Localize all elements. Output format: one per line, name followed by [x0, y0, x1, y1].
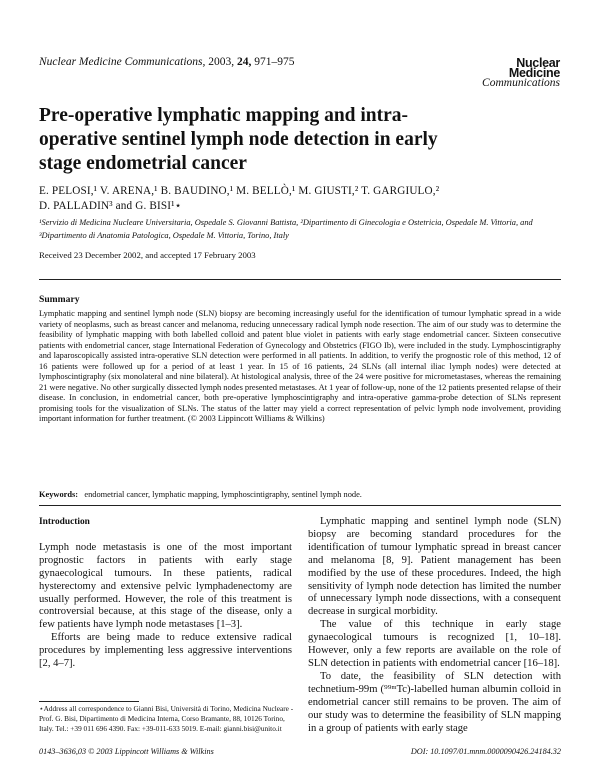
logo-line-2: Medicine: [508, 66, 560, 80]
footer-copyright: 0143–3636,03 © 2003 Lippincott Williams & Wilkins: [39, 747, 214, 756]
footnote-rule: [39, 701, 139, 702]
correspondence-footnote: ⋆Address all correspondence to Gianni Bisi, Università di Torino, Medicina Nucleare - Prof. G. Bisi, Dipartimento di Medicina Interna, Corso Bramante, 88, 10126 Torino, Italy. Tel.: +39 011 696 4390. Fax: +39-011-633 5019. E-mail: gianni.bisi@unito.it: [39, 704, 294, 733]
left-column: [39, 516, 292, 671]
summary-text: Lymphatic mapping and sentinel lymph node (SLN) biopsy are becoming increasingly useful for the identification of tumour lymphatic spread in a wide variety of neoplasms, such as breast cancer and melanoma, reducing unnecessary radical lymph node resection. The aim of our study was to determine the feasibility of lymphatic mapping with both labelled colloid and patent blue violet in patients with early stage endometrial cancer. Sixteen consecutive patients with endometrial cancer, stage International Federation of Gynecology and Obstetrics (FIGO Ib), were included in the study. Lymphoscintigraphy and laparoscopically assisted intra-operative SLN detection were performed in all patients. In addition, to verify the prognostic role of this method, 12 of 16 patients were followed up for a period of at least 1 year. In 15 of 16 patients, 24 SLNs (all internal iliac lymph nodes) were detected at lymphoscintigraphy (six monolateral and nine bilateral). At histological analysis, three of the 24 were positive for micrometastases, whereas the remaining 21 were negative. No other surgically dissected lymph nodes presented metastases. At 1 year of follow-up, none of the 12 patients presented relapse of their disease. In conclusion, in endometrial cancer, both pre-operative lymphoscintigraphy and intra-operative gamma-probe detection of SLNs represent promising tools for the visualization of SLNs. The status of the latter may yield a correct representation of pelvic lymph node involvement, providing important information for further treatment. (© 2003 Lippincott Williams & Wilkins): [39, 309, 561, 424]
journal-logo: [482, 58, 560, 88]
logo-line-3: Communications: [482, 77, 560, 89]
summary-bottom-rule: [39, 505, 561, 506]
right-paragraph-1: Lymphatic mapping and sentinel lymph node (SLN) biopsy are becoming standard procedures for the identification of tumour lymphatic spread in breast cancer and melanoma [8, 9]. Patient management has been modified by the use of these procedures. Indeed, the high sensitivity of lymph node detection has limited the number of unnecessary lymph node dissections, with a consequent decrease in surgical morbidity.: [308, 516, 561, 618]
keywords-label: Keywords:: [39, 490, 79, 499]
received-dates: Received 23 December 2002, and accepted 17 February 2003: [39, 250, 256, 260]
authors-line-1: E. PELOSI,¹ V. ARENA,¹ B. BAUDINO,¹ M. BELLÒ,¹ M. GIUSTI,² T. GARGIULO,²: [39, 185, 440, 197]
intro-paragraph-2: Efforts are being made to reduce extensive radical procedures by implementing less aggressive interventions [2, 4–7].: [39, 632, 292, 670]
right-column: [308, 516, 561, 735]
footer-doi: DOI: 10.1097/01.mnm.0000090426.24184.32: [410, 747, 561, 756]
intro-paragraph-1: Lymph node metastasis is one of the most important prognostic factors in patients with early stage gynaecological tumours. In these patients, radical hysterectomy and extensive pelvic lymphadenectomy are usually performed. However, the role of this treatment is controversial because, at this stage of the disease, only a few patients have lymph node metastases [1–3].: [39, 541, 292, 631]
journal-citation: Nuclear Medicine Communications, 2003, 24, 971–975: [39, 56, 295, 68]
summary-top-rule: [39, 279, 561, 280]
authors-line-2: D. PALLADIN³ and G. BISI¹⋆: [39, 199, 182, 212]
author-list: [39, 184, 559, 213]
logo-line-1: Nuclear: [516, 56, 560, 70]
keywords: [39, 490, 362, 499]
affiliations: ¹Servizio di Medicina Nucleare Universitaria, Ospedale S. Giovanni Battista, ²Dipartimento di Ginecologia e Ostetricia, Ospedale M. Vittoria, and ³Dipartimento di Anatomia Patologica, Ospedale M. Vittoria, Torino, Italy: [39, 218, 533, 240]
introduction-heading: Introduction: [39, 517, 90, 527]
right-paragraph-3: To date, the feasibility of SLN detection with technetium-99m (⁹⁹ᵐTc)-labelled human albumin colloid in endometrial cancer still remains to be proven. The aim of our study was to determine the feasibility of SLN mapping in a group of patients with early stage: [308, 670, 561, 734]
journal-name: Nuclear Medicine Communications: [39, 56, 203, 68]
keywords-list: endometrial cancer, lymphatic mapping, lymphoscintigraphy, sentinel lymph node.: [84, 490, 362, 499]
journal-pages: 971–975: [254, 56, 295, 68]
right-paragraph-2: The value of this technique in early stage gynaecological tumours is recognized [1, 10–18]. However, only a few reports are available on the role of SLN detection in patients with endometrial cancer [16–18].: [308, 619, 561, 669]
summary-heading: Summary: [39, 294, 80, 305]
journal-volume: 24,: [237, 56, 252, 68]
article-title: Pre-operative lymphatic mapping and intra-operative sentinel lymph node detection in early stage endometrial cancer: [39, 105, 438, 174]
journal-year: 2003,: [208, 56, 235, 68]
